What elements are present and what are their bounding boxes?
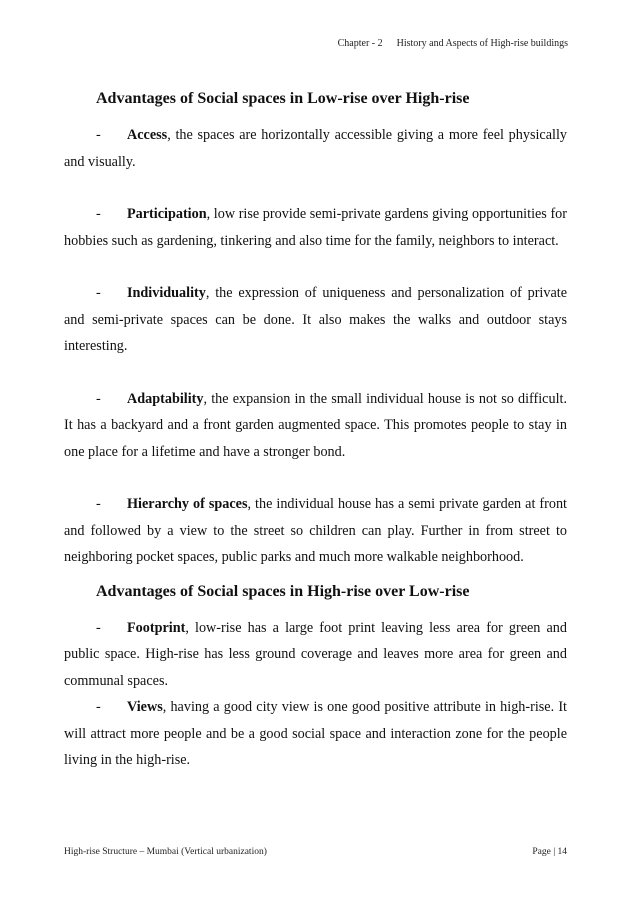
bullet-dash: -	[96, 390, 101, 407]
list-item-individuality	[64, 280, 567, 360]
bullet-dash: -	[96, 496, 101, 512]
item-term: Hierarchy of spaces	[127, 496, 248, 512]
item-text: , the expansion in the small individual house is not so difficult. It has a backyard and a front garden augmented space. This promotes people to stay in one place for a lifetime and have a stronger bond.	[64, 390, 567, 460]
list-item-hierarchy	[64, 491, 567, 571]
item-text: , low-rise has a large foot print leaving less area for green and public space. High-rise has less ground coverage and leaves more area for green and communal spaces.	[64, 619, 567, 689]
chapter-number: Chapter - 2	[337, 38, 383, 49]
list-item-participation	[64, 201, 567, 254]
section-heading-low-rise: Advantages of Social spaces in Low-rise over High-rise	[96, 90, 470, 107]
item-text: , the spaces are horizontally accessible giving a more feel physically and visually.	[64, 127, 567, 170]
bullet-dash: -	[96, 127, 101, 143]
item-term: Access	[127, 127, 168, 143]
item-term: Individuality	[127, 285, 206, 301]
bullet-dash: -	[96, 285, 101, 301]
item-text: , the individual house has a semi private garden at front and followed by a view to the street so children can play. Further in from street to neighboring pocket spaces, public parks and much more walkable neighborhood.	[64, 496, 567, 565]
list-item-access	[64, 122, 567, 175]
list-item-footprint	[64, 615, 567, 695]
list-item-adaptability	[64, 386, 567, 466]
page-number: Page | 14	[532, 847, 567, 857]
item-text: , low rise provide semi-private gardens giving opportunities for hobbies such as gardening, tinkering and also time for the family, neighbors to interact.	[64, 206, 567, 249]
item-term: Footprint	[127, 619, 186, 636]
bullet-dash: -	[96, 206, 101, 222]
bullet-dash: -	[96, 619, 101, 636]
item-text: , the expression of uniqueness and personalization of private and semi-private spaces can be done. It also makes the walks and outdoor stays interesting.	[64, 285, 567, 354]
footer-document-title: High-rise Structure – Mumbai (Vertical urbanization)	[64, 847, 267, 857]
item-term: Views	[127, 699, 163, 715]
bullet-dash: -	[96, 699, 101, 715]
running-header	[338, 38, 568, 49]
section-heading-high-rise: Advantages of Social spaces in High-rise over Low-rise	[96, 582, 470, 600]
chapter-title: History and Aspects of High-rise buildings	[396, 38, 568, 49]
list-item-views	[64, 694, 567, 774]
item-term: Adaptability	[127, 390, 204, 407]
item-text: , having a good city view is one good positive attribute in high-rise. It will attract more people and be a good social space and interaction zone for the people living in the high-rise.	[64, 699, 567, 768]
running-footer	[64, 847, 567, 857]
page-body	[64, 86, 567, 774]
item-term: Participation	[127, 206, 207, 222]
